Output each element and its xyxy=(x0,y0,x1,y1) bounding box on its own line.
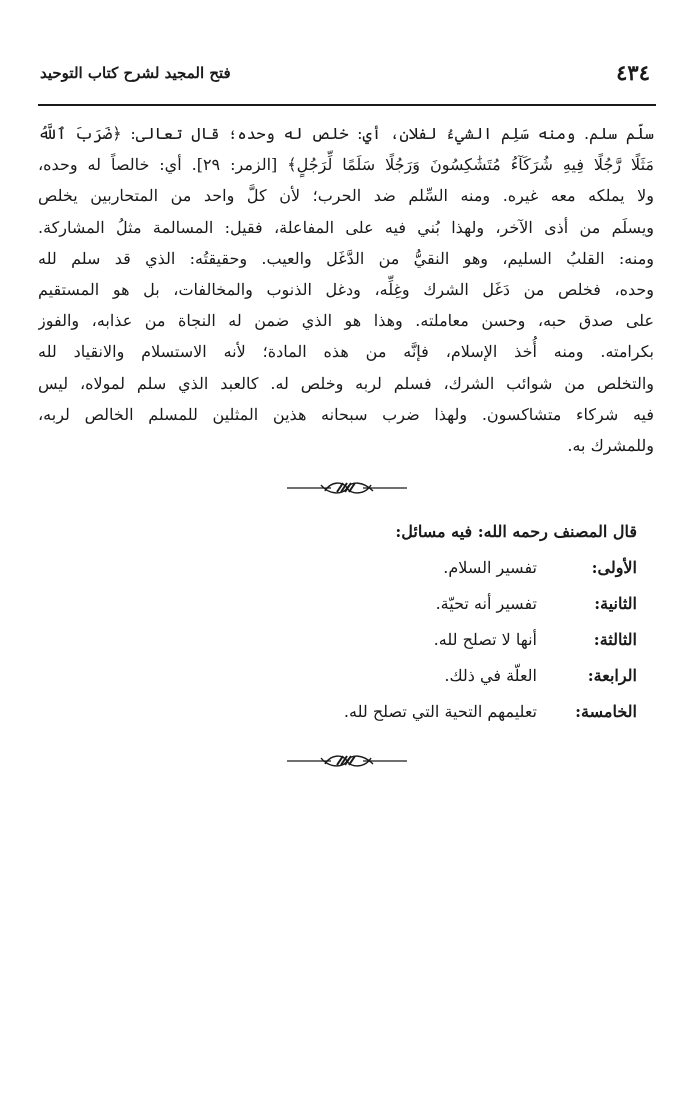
issue-ordinal: الثانية: xyxy=(594,594,637,613)
issue-text: تعليمهم التحية التي تصلح لله. xyxy=(343,702,537,721)
paragraph-line: ويسلَم من أذى الآخر، ولهذا بُني فيه على المفاعلة، فقيل: المسالمة مثلُ المشاركة. xyxy=(38,217,654,237)
issues-list xyxy=(177,558,637,738)
issue-item xyxy=(177,702,637,738)
issue-ordinal: الخامسة: xyxy=(575,702,637,721)
paragraph-line: وللمشرك به. xyxy=(567,436,654,456)
ornament-divider-icon xyxy=(285,750,409,772)
issue-ordinal: الأولى: xyxy=(591,558,637,577)
running-title: فتح المجيد لشرح كتاب التوحيد xyxy=(40,64,231,82)
issue-ordinal: الرابعة: xyxy=(587,666,637,685)
page-header xyxy=(38,58,656,106)
paragraph-line: سلّم سلم. ومنه سَلِم الشيءُ لفلان، أي: خلص له وحده؛ قال تعالى: ﴿ضَرَبَ ٱللَّهُ xyxy=(38,124,654,143)
paragraph-line: فيه شركاء متشاكسون. ولهذا ضرب سبحانه هذين المثلين للمسلم الخالص لربه، xyxy=(38,404,654,424)
main-paragraph xyxy=(38,118,654,461)
issue-ordinal: الثالثة: xyxy=(593,630,637,649)
ornament-divider-icon xyxy=(285,477,409,499)
issue-text: تفسير أنه تحيّة. xyxy=(435,594,537,613)
issue-text: تفسير السلام. xyxy=(443,558,537,577)
section-divider xyxy=(0,750,694,772)
paragraph-line: بكرامته. ومنه أُخذ الإسلام، فإنَّه من هذه المادة؛ لأنه الاستسلام والانقياد لله xyxy=(38,342,654,362)
issue-text: العلّة في ذلك. xyxy=(444,666,537,685)
issue-item xyxy=(177,558,637,594)
paragraph-line: ولا يملكه معه غيره. ومنه السِّلم ضد الحرب؛ لأن كلَّ واحد من المتحاربين يخلص xyxy=(38,186,654,206)
paragraph-line: والتخلص من شوائب الشرك، فسلم لربه وخلص له. كالعبد الذي سلم لمولاه، ليس xyxy=(38,373,654,393)
issues-heading: قال المصنف رحمه الله: فيه مسائل: xyxy=(395,522,637,541)
issue-item xyxy=(177,594,637,630)
issue-text: أنها لا تصلح لله. xyxy=(433,630,537,649)
section-divider xyxy=(0,477,694,499)
paragraph-line: على صدق حبه، وحسن معاملته. وهذا هو الذي ضمن له النجاة من عذابه، والفوز xyxy=(38,311,654,331)
paragraph-line: وحده، فخلص من دَغَل الشرك وغِلِّه، ودغل الذنوب والمخالفات، بل هو المستقيم xyxy=(38,280,654,300)
issue-item xyxy=(177,630,637,666)
paragraph-line: مَثَلًا رَّجُلًا فِيهِ شُرَكَآءُ مُتَشَٰكِسُونَ وَرَجُلًا سَلَمًا لِّرَجُلٍ﴾ [الزمر: ٢٩]. أي: خالصاً له وحده، xyxy=(38,155,654,175)
issue-item xyxy=(177,666,637,702)
page-number: ٤٣٤ xyxy=(616,60,650,85)
paragraph-line: ومنه: القلبُ السليم، وهو النقيُّ من الدَّغَل والعيب. وحقيقتُه: الذي قد سلم لله xyxy=(38,248,654,268)
